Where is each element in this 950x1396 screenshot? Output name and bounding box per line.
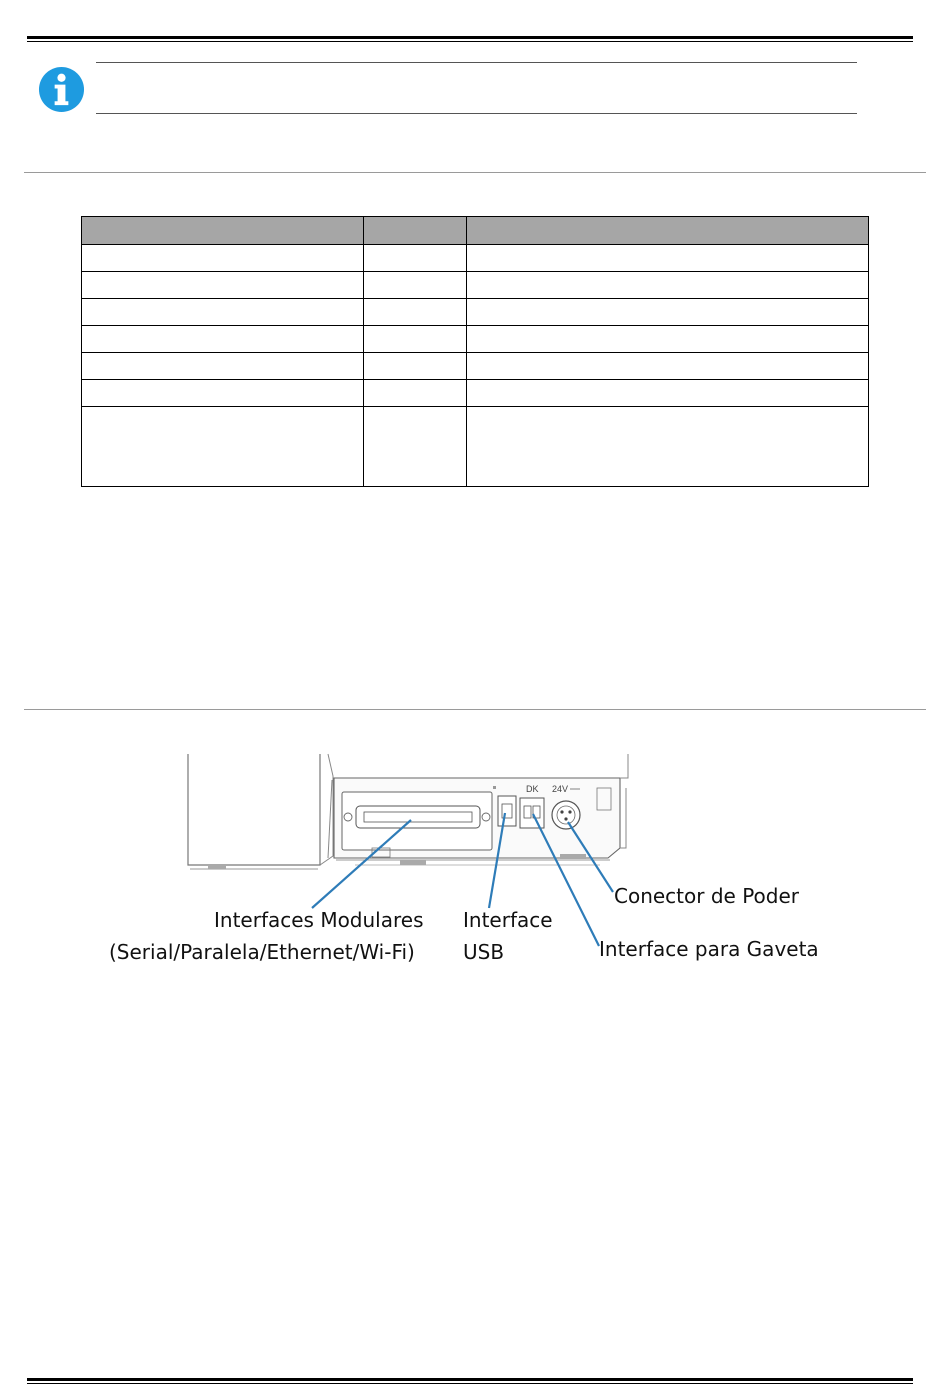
- table-cell: [467, 380, 869, 407]
- table-cell: [82, 272, 364, 299]
- section-divider: [24, 172, 926, 173]
- table-row: [82, 407, 869, 487]
- table-cell: [467, 407, 869, 487]
- note-top-line: [96, 62, 857, 63]
- table-header-row: [82, 217, 869, 245]
- section-divider: [24, 709, 926, 710]
- printer-rear-figure: [100, 748, 840, 978]
- callout-modular-interfaces: Interfaces Modulares: [214, 908, 424, 932]
- power-port-label: 24V: [552, 784, 569, 794]
- table-row: [82, 245, 869, 272]
- callout-usb-interface: Interface: [463, 908, 553, 932]
- table-cell: [467, 245, 869, 272]
- table-cell: [82, 407, 364, 487]
- header-rule: [27, 36, 913, 42]
- table-cell: [364, 272, 467, 299]
- callout-drawer-interface: Interface para Gaveta: [599, 937, 819, 961]
- table-cell: [364, 353, 467, 380]
- table-header-cell: [82, 217, 364, 245]
- footer-rule: [27, 1378, 913, 1384]
- table-header-cell: [467, 217, 869, 245]
- note-bottom-line: [96, 113, 857, 114]
- table-cell: [364, 326, 467, 353]
- table-cell: [467, 353, 869, 380]
- table-cell: [82, 299, 364, 326]
- table-cell: [467, 272, 869, 299]
- callout-power-connector: Conector de Poder: [614, 884, 799, 908]
- table-cell: [364, 299, 467, 326]
- table-cell: [467, 326, 869, 353]
- table-cell: [82, 326, 364, 353]
- spec-table: [81, 216, 869, 487]
- table-row: [82, 353, 869, 380]
- table-cell: [364, 380, 467, 407]
- callout-usb-label: USB: [463, 940, 505, 964]
- table-cell: [82, 353, 364, 380]
- table-row: [82, 326, 869, 353]
- dk-port-label: DK: [526, 784, 539, 794]
- table-cell: [364, 245, 467, 272]
- table-cell: [364, 407, 467, 487]
- table-cell: [467, 299, 869, 326]
- table-row: [82, 380, 869, 407]
- table-row: [82, 299, 869, 326]
- table-cell: [82, 245, 364, 272]
- callout-modular-interfaces-types: (Serial/Paralela/Ethernet/Wi-Fi): [109, 940, 415, 964]
- table-cell: [82, 380, 364, 407]
- info-icon: [38, 66, 85, 113]
- table-row: [82, 272, 869, 299]
- table-header-cell: [364, 217, 467, 245]
